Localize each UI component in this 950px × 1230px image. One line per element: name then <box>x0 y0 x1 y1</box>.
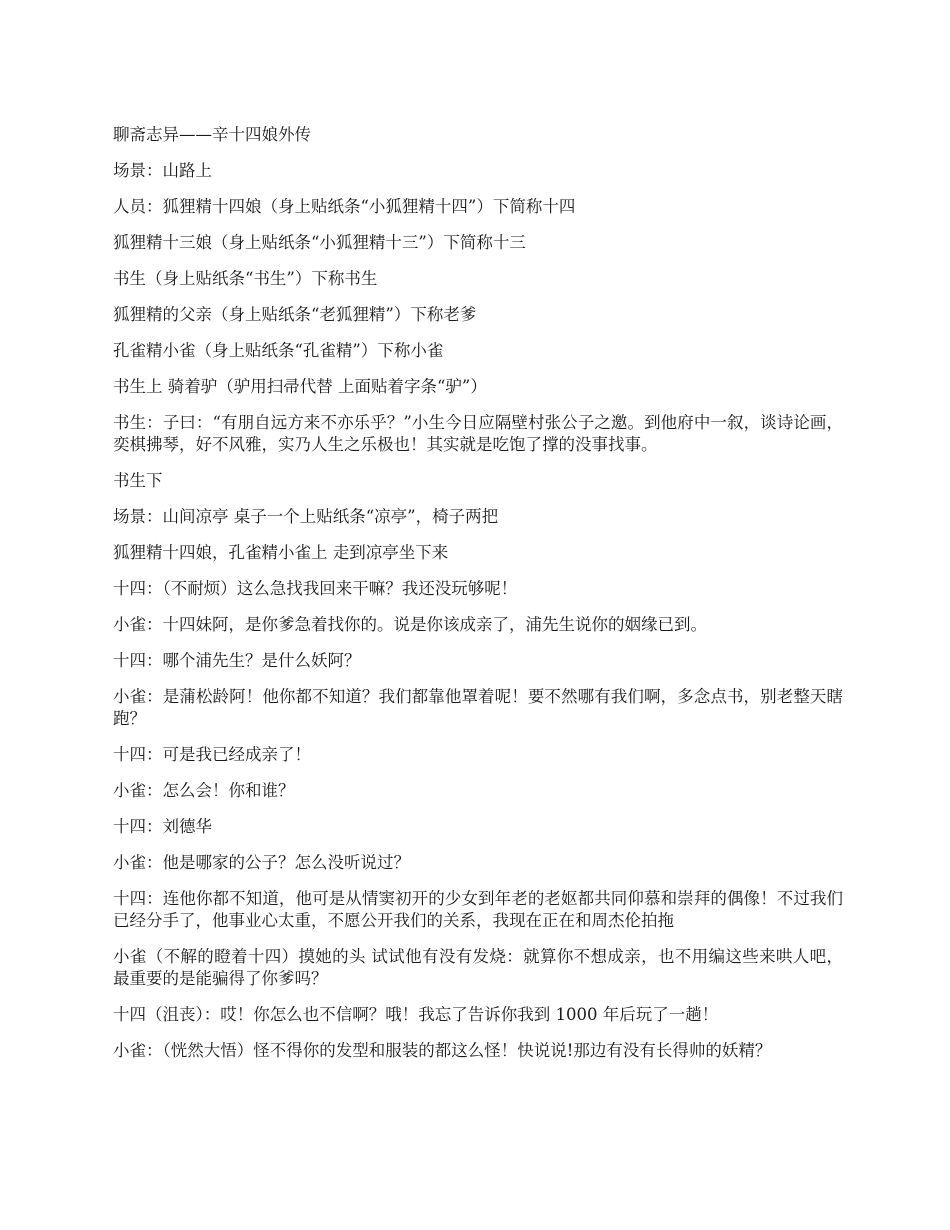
stage-direction: 书生上 骑着驴（驴用扫帚代替 上面贴着字条“驴”） <box>113 377 487 396</box>
cast-line: 狐狸精的父亲（身上贴纸条“老狐狸精”）下称老爹 <box>113 305 477 324</box>
dialogue-line: 十四：哪个浦先生？是什么妖阿？ <box>113 651 361 670</box>
dialogue-line: 小雀：十四妹阿，是你爹急着找你的。说是你该成亲了，浦先生说你的姻缘已到。 <box>113 615 707 634</box>
scene-heading: 场景：山路上 <box>113 161 212 180</box>
dialogue-line: 小雀（不解的瞪着十四）摸她的头 试试他有没有发烧：就算你不想成亲，也不用编这些来哄人吧，最重要的是能骗得了你爹吗？ <box>113 947 843 988</box>
stage-direction: 书生下 <box>113 471 163 490</box>
dialogue-line: 十四：可是我已经成亲了！ <box>113 745 311 764</box>
dialogue-line: 小雀：（恍然大悟）怪不得你的发型和服装的都这么怪！快说说!那边有没有长得帅的妖精？ <box>113 1041 772 1060</box>
cast-line: 孔雀精小雀（身上贴纸条“孔雀精”）下称小雀 <box>113 341 444 360</box>
scene-heading: 场景：山间凉亭 桌子一个上贴纸条“凉亭”，椅子两把 <box>113 507 499 526</box>
dialogue-line: 书生：子曰：“有朋自远方来不亦乐乎？”小生今日应隔壁村张公子之邀。到他府中一叙，谈诗论画，奕棋拂琴，好不风雅，实乃人生之乐极也！其实就是吃饱了撑的没事找事。 <box>113 413 843 454</box>
stage-direction: 狐狸精十四娘，孔雀精小雀上 走到凉亭坐下来 <box>113 543 449 562</box>
cast-line: 狐狸精十三娘（身上贴纸条“小狐狸精十三”）下简称十三 <box>113 233 526 252</box>
cast-line: 书生（身上贴纸条“书生”）下称书生 <box>113 269 378 288</box>
cast-line: 人员：狐狸精十四娘（身上贴纸条“小狐狸精十四”）下简称十四 <box>113 197 576 216</box>
dialogue-line: 十四：连他你都不知道，他可是从情窦初开的少女到年老的老妪都共同仰慕和崇拜的偶像！不过我们已经分手了，他事业心太重，不愿公开我们的关系，我现在正在和周杰伦拍拖 <box>113 889 843 930</box>
dialogue-line: 十四：（不耐烦）这么急找我回来干嘛？我还没玩够呢！ <box>113 579 518 598</box>
document-page <box>113 124 843 1076</box>
document-title: 聊斋志异——辛十四娘外传 <box>113 125 311 144</box>
dialogue-line: 小雀：是蒲松龄阿！他你都不知道？我们都靠他罩着呢！要不然哪有我们啊，多念点书，别老整天瞎跑？ <box>113 687 843 728</box>
dialogue-line: 小雀：他是哪家的公子？怎么没听说过？ <box>113 853 410 872</box>
dialogue-line: 十四：刘德华 <box>113 817 212 836</box>
dialogue-line: 小雀：怎么会！你和谁？ <box>113 781 295 800</box>
dialogue-line: 十四（沮丧）：哎！你怎么也不信啊？哦！我忘了告诉你我到 1000 年后玩了一趟！ <box>113 1005 719 1024</box>
